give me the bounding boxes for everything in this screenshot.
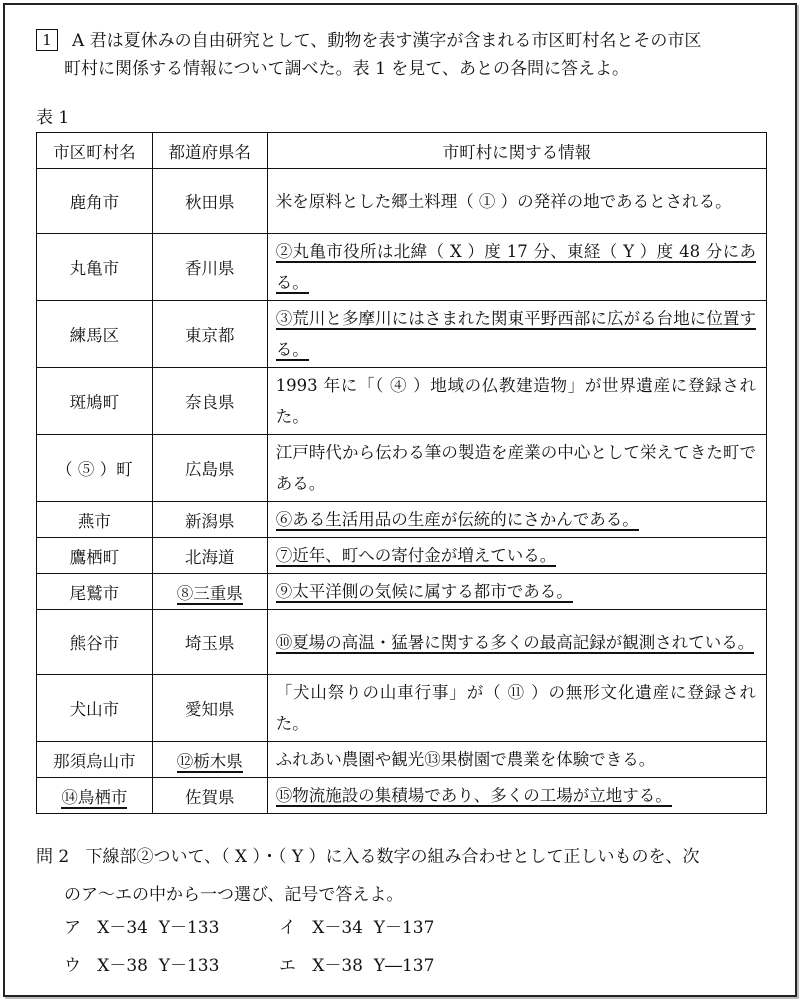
table-row	[37, 234, 767, 301]
question-number-box: 1	[36, 29, 58, 51]
city-cell: 那須烏山市	[37, 742, 153, 778]
table-row	[37, 368, 767, 435]
table-row	[37, 610, 767, 675]
table-row	[37, 502, 767, 538]
choice-i: イ X－34 Y－137	[279, 918, 435, 938]
underlined-text: ⑦近年、町への寄付金が増えている。	[275, 546, 557, 565]
prefecture-cell: 広島県	[152, 435, 267, 502]
underlined-text: ⑧三重県	[176, 583, 243, 603]
info-cell	[267, 301, 766, 368]
city-cell: 燕市	[37, 502, 153, 538]
prefecture-cell: 北海道	[152, 538, 267, 574]
header-info: 市町村に関する情報	[267, 133, 766, 169]
city-cell: 犬山市	[37, 675, 153, 742]
choice-u: ウ X－38 Y－133	[64, 956, 220, 976]
choice-e: エ X－38 Y―137	[279, 956, 435, 976]
table-row	[37, 435, 767, 502]
question-1-line-2: 町村に関係する情報について調べた。表 1 を見て、あとの各問に答えよ。	[64, 59, 629, 79]
city-cell: 鷹栖町	[37, 538, 153, 574]
table-label: 表 1	[36, 108, 70, 128]
info-cell: 「犬山祭りの山車行事」が（ ⑪ ）の無形文化遺産に登録された。	[267, 675, 766, 742]
underlined-text: ⑮物流施設の集積場であり、多くの工場が立地する。	[275, 786, 672, 805]
underlined-text: ⑭鳥栖市	[61, 787, 128, 807]
city-cell: 斑鳩町	[37, 368, 153, 435]
question-2	[36, 838, 776, 914]
question-2-line-2: のア～エの中から一つ選び、記号で答えよ。	[64, 885, 404, 905]
prefecture-cell	[152, 742, 267, 778]
prefecture-cell: 東京都	[152, 301, 267, 368]
prefecture-cell: 愛知県	[152, 675, 267, 742]
city-cell: 尾鷲市	[37, 574, 153, 610]
table-row	[37, 169, 767, 234]
question-1-line-1: A 君は夏休みの自由研究として、動物を表す漢字が含まれる市区町村名とその市区	[72, 31, 702, 51]
city-cell: 熊谷市	[37, 610, 153, 675]
table-row	[37, 778, 767, 814]
header-prefecture: 都道府県名	[152, 133, 267, 169]
header-city: 市区町村名	[37, 133, 153, 169]
info-cell	[267, 502, 766, 538]
prefecture-cell: 秋田県	[152, 169, 267, 234]
info-table	[36, 132, 767, 814]
info-cell: 江戸時代から伝わる筆の製造を産業の中心として栄えてきた町である。	[267, 435, 766, 502]
table-row	[37, 301, 767, 368]
choice-a: ア X－34 Y－133	[64, 918, 220, 938]
underlined-text: ⑥ある生活用品の生産が伝統的にさかんである。	[275, 510, 639, 529]
question-1	[36, 27, 776, 83]
city-cell	[37, 778, 153, 814]
info-cell: 米を原料とした郷土料理（ ① ）の発祥の地であるとされる。	[267, 169, 766, 234]
underlined-text: ⑨太平洋側の気候に属する都市である。	[275, 582, 573, 601]
prefecture-cell	[152, 574, 267, 610]
question-2-label: 問 2	[36, 847, 70, 867]
table-header-row	[37, 133, 767, 169]
underlined-text: ⑫栃木県	[176, 751, 243, 771]
info-cell: 1993 年に「（ ④ ）地域の仏教建造物」が世界遺産に登録された。	[267, 368, 766, 435]
table-row	[37, 574, 767, 610]
underlined-text: ②丸亀市役所は北緯（ X ）度 17 分、東経（ Y ）度 48 分にある。	[275, 242, 756, 292]
city-cell: 練馬区	[37, 301, 153, 368]
prefecture-cell: 香川県	[152, 234, 267, 301]
city-cell: 丸亀市	[37, 234, 153, 301]
table-row	[37, 742, 767, 778]
answer-choices	[64, 913, 494, 989]
underlined-text: ③荒川と多摩川にはさまれた関東平野西部に広がる台地に位置する。	[275, 309, 756, 359]
prefecture-cell: 新潟県	[152, 502, 267, 538]
prefecture-cell: 奈良県	[152, 368, 267, 435]
info-cell: ふれあい農園や観光⑬果樹園で農業を体験できる。	[267, 742, 766, 778]
city-cell: （ ⑤ ）町	[37, 435, 153, 502]
info-cell	[267, 778, 766, 814]
question-2-line-1: 下線部②ついて、（ X ）・（ Y ）に入る数字の組み合わせとして正しいものを、次	[85, 847, 700, 867]
info-cell	[267, 574, 766, 610]
prefecture-cell: 埼玉県	[152, 610, 267, 675]
table-row	[37, 538, 767, 574]
info-cell	[267, 610, 766, 675]
prefecture-cell: 佐賀県	[152, 778, 267, 814]
info-cell	[267, 234, 766, 301]
underlined-text: ⑩夏場の高温・猛暑に関する多くの最高記録が観測されている。	[275, 632, 755, 652]
table-row	[37, 675, 767, 742]
info-cell	[267, 538, 766, 574]
city-cell: 鹿角市	[37, 169, 153, 234]
